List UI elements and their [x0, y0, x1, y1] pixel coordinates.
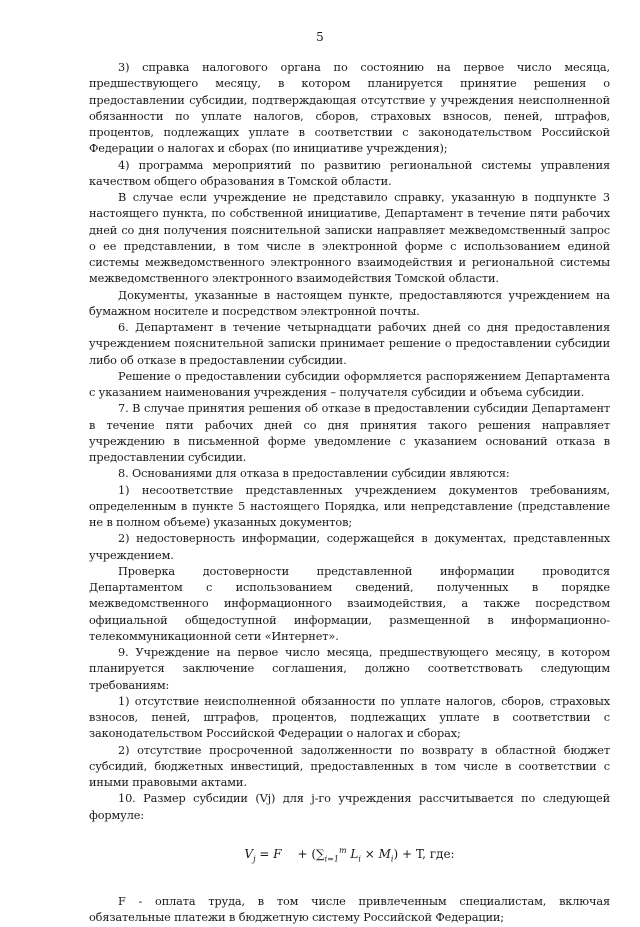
document-body: [89, 60, 610, 927]
subsidy-formula: [89, 842, 610, 868]
paragraph-15: 10. Размер субсидии (Vj) для j-го учреждения рассчитывается по следующей формуле:: [89, 792, 610, 822]
formula-sum-open: (∑: [311, 846, 325, 861]
paragraph-13: 1) отсутствие неисполненной обязанности по уплате налогов, сборов, страховых взносов, пеней, штрафов, процентов, подлежащих уплате в соответствии с законодательством Российской Федерации о налогах и сборах;: [89, 694, 610, 741]
paragraph-7: 7. В случае принятия решения об отказе в предоставлении субсидии Департамент в течение пяти рабочих дней со дня принятия такого решения направляет учреждению в письменной форме уведомление с указанием оснований отказа в предоставлении субсидии.: [89, 402, 610, 464]
formula-l-sub: i: [358, 854, 361, 864]
paragraph-10: 2) недостоверность информации, содержащейся в документах, представленных учреждением.: [89, 532, 610, 562]
paragraph-16: F - оплата труда, в том числе привлеченным специалистам, включая обязательные платежи в бюджетную систему Российской Федерации;: [89, 895, 610, 925]
paragraph-3: В случае если учреждение не представило справку, указанную в подпункте 3 настоящего пункта, по собственной инициативе, Департамент в течение пяти рабочих дней со дня получения пояснительной записки направляет межведомственный запрос о ее представлении, в том числе в электронной форме с использованием единой системы межведомственного электронного взаимодействия и региональной системы межведомственного электронного взаимодействия Томской области.: [89, 191, 610, 286]
formula-m-sub: i: [390, 854, 394, 864]
page-number: 5: [316, 30, 324, 44]
paragraph-6: Решение о предоставлении субсидии оформляется распоряжением Департамента с указанием наименования учреждения – получателя субсидии и объема субсидии.: [89, 369, 610, 399]
paragraph-11: Проверка достоверности представленной информации проводится Департаментом с использованием сведений, полученных в порядке межведомственного информационного взаимодействия, а также посредством официальной общедоступной информации, размещенной в информационно-телекоммуникационной сети «Интернет».: [89, 564, 610, 643]
paragraph-12: 9. Учреждение на первое число месяца, предшествующего месяцу, в котором планируется заключение соглашения, должно соответствовать следующим требованиям:: [89, 646, 610, 692]
formula-sum-sub: i=1: [324, 854, 339, 864]
formula-term-f: F: [273, 846, 282, 861]
formula-term-t: T,: [415, 846, 426, 861]
formula-equals: =: [259, 846, 270, 861]
formula-lhs: V: [244, 846, 254, 861]
paragraph-5: 6. Департамент в течение четырнадцати рабочих дней со дня предоставления учреждением пояснительной записки принимает решение о предоставлении субсидии либо об отказе в предоставлении субсидии.: [89, 321, 610, 367]
paragraph-14: 2) отсутствие просроченной задолженности по возврату в областной бюджет субсидий, бюджетных инвестиций, предоставленных в том числе в соответствии с иными правовыми актами.: [89, 743, 610, 789]
paragraph-9: 1) несоответствие представленных учреждением документов требованиям, определенным в пункте 5 настоящего Порядка, или непредставление (представление не в полном объеме) указанных документов;: [89, 483, 610, 529]
formula-m: M: [378, 846, 391, 861]
paragraph-1: 3) справка налогового органа по состоянию на первое число месяца, предшествующего месяцу, в котором планируется принятие решения о предоставлении субсидии, подтверждающая отсутствие у учреждения неисполненной обязанности по уплате налогов, сборов, страховых взносов, пеней, штрафов, процентов, подлежащих уплате в соответствии с законодательством Российской Федерации о налогах и сборах (по инициативе учреждения);: [89, 61, 610, 156]
formula-sum-sup: m: [338, 845, 347, 855]
paragraph-8: 8. Основаниями для отказа в предоставлении субсидии являются:: [118, 467, 510, 481]
formula-times: ×: [364, 846, 375, 861]
formula-close: ): [393, 846, 399, 861]
formula-plus-1: +: [297, 846, 308, 861]
formula-tail: где:: [429, 846, 455, 861]
formula-plus-2: +: [401, 846, 413, 861]
formula-l: L: [350, 846, 359, 861]
formula-lhs-sub: j: [253, 854, 256, 864]
paragraph-4: Документы, указанные в настоящем пункте, предоставляются учреждением на бумажном носителе и посредством электронной почты.: [89, 288, 610, 318]
paragraph-2: 4) программа мероприятий по развитию региональной системы управления качеством общего образования в Томской области.: [89, 158, 610, 188]
